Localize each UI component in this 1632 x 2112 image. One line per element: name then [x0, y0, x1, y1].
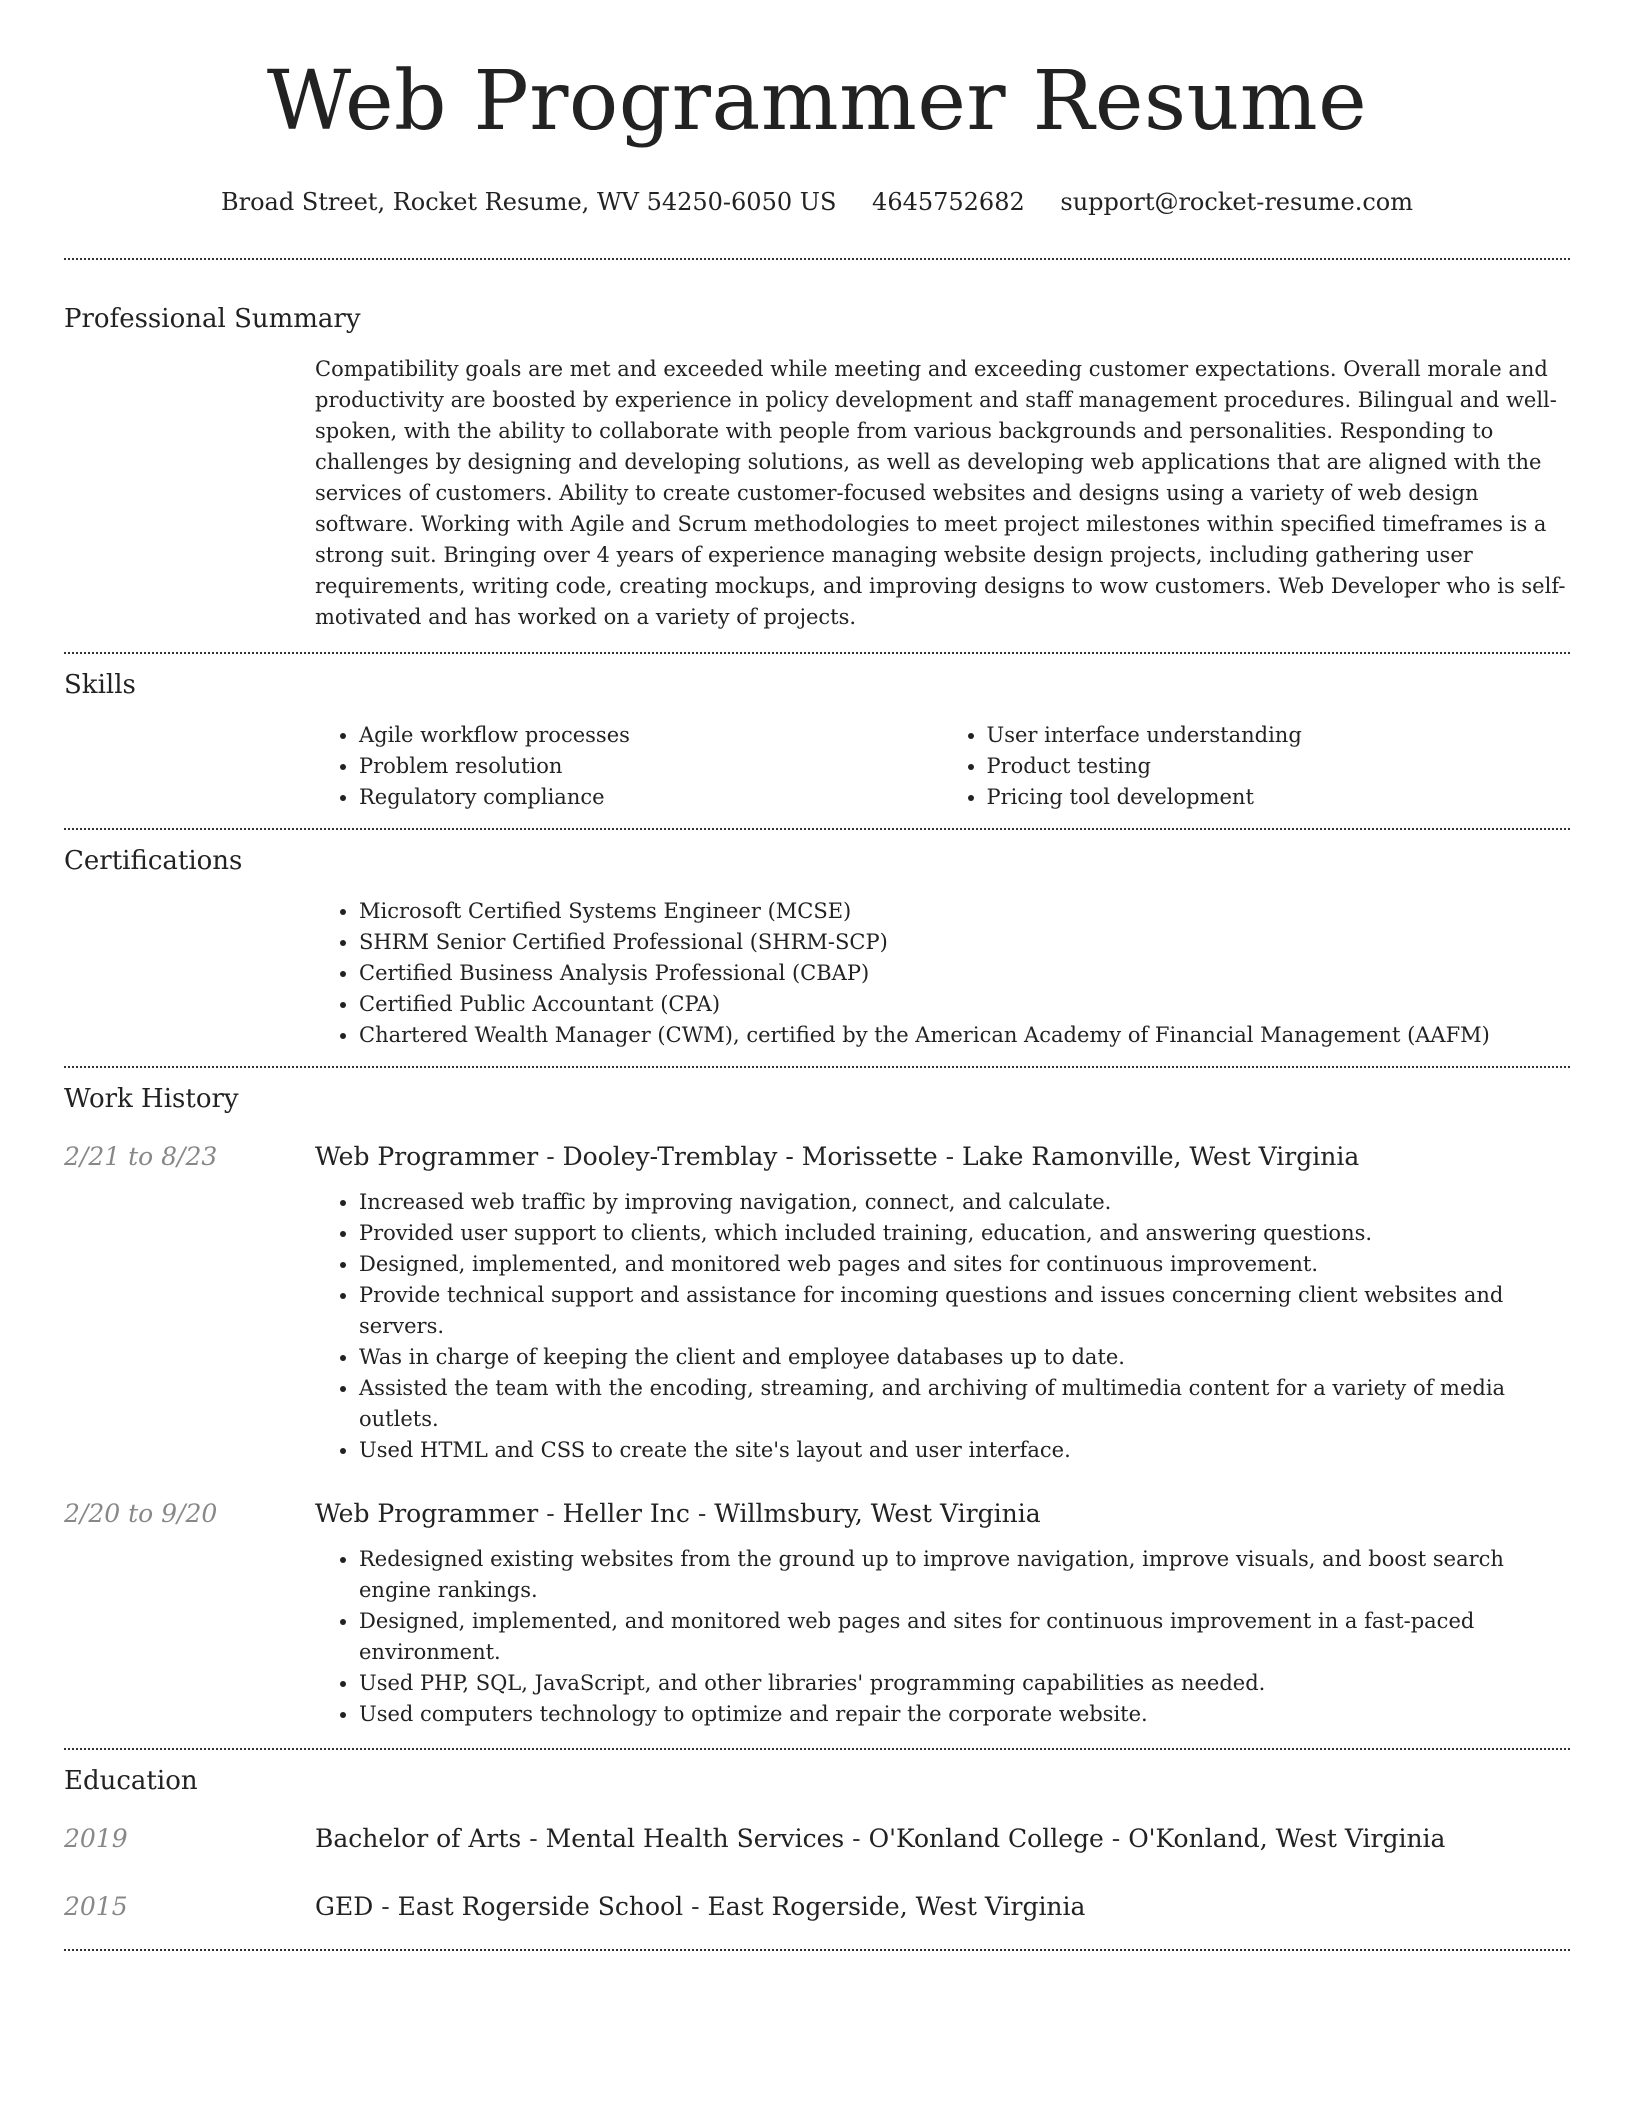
certification-item: • Certified Business Analysis Professional (CBAP): [359, 958, 1570, 989]
separator: -: [852, 1824, 869, 1853]
job-entry: [64, 1496, 1570, 1730]
skills-section: [64, 654, 1570, 813]
contact-line: [64, 186, 1570, 218]
summary-section: [64, 260, 1570, 633]
divider: [64, 1949, 1570, 1951]
separator: -: [546, 1499, 563, 1528]
skill-item: • Regulatory compliance: [359, 782, 943, 813]
education-degree: GED: [315, 1892, 374, 1921]
separator: -: [529, 1824, 546, 1853]
education-heading-line: [315, 1821, 1570, 1857]
summary-text: Compatibility goals are met and exceeded while meeting and exceeding customer expectations. Overall morale and productivity are boosted by experience in policy development and staff management procedures. Bilingual and well-spoken, with the ability to collaborate with people from various backgrounds and personalities. Responding to challenges by designing and developing solutions, as well as developing web applications that are aligned with the services of customers. Ability to create customer-focused websites and designs using a variety of web design software. Working with Agile and Scrum methodologies to meet project milestones within specified timeframes is a strong suit. Bringing over 4 years of experience managing website design projects, including gathering user requirements, writing code, creating mockups, and improving designs to wow customers. Web Developer who is self-motivated and has worked on a variety of projects.: [315, 357, 1566, 629]
skills-heading: Skills: [64, 670, 136, 700]
job-bullet: • Used PHP, SQL, JavaScript, and other libraries' programming capabilities as needed.: [359, 1668, 1570, 1699]
certification-item: • SHRM Senior Certified Professional (SHRM-SCP): [359, 927, 1570, 958]
separator: -: [546, 1142, 563, 1171]
education-location: East Rogerside, West Virginia: [707, 1892, 1086, 1921]
certification-item: • Chartered Wealth Manager (CWM), certified by the American Academy of Financial Management (AAFM): [359, 1020, 1570, 1051]
job-bullet: • Provided user support to clients, which included training, education, and answering questions.: [359, 1218, 1570, 1249]
contact-phone: 4645752682: [872, 188, 1025, 216]
job-bullet-list: [315, 1187, 1570, 1466]
job-bullet: • Redesigned existing websites from the ground up to improve navigation, improve visuals, and boost search engine rankings.: [359, 1544, 1570, 1606]
education-location: O'Konland, West Virginia: [1128, 1824, 1446, 1853]
resume-title: Web Programmer Resume: [266, 54, 1368, 149]
job-bullet: • Designed, implemented, and monitored web pages and sites for continuous improvement.: [359, 1249, 1570, 1280]
education-school: East Rogerside School: [397, 1892, 684, 1921]
education-heading: Education: [64, 1766, 198, 1796]
job-heading: [315, 1139, 1570, 1175]
separator: -: [691, 1892, 708, 1921]
summary-heading: Professional Summary: [64, 304, 361, 334]
summary-body: [315, 354, 1570, 633]
job-bullet: • Was in charge of keeping the client and employee databases up to date.: [359, 1342, 1570, 1373]
education-year: 2019: [64, 1824, 128, 1853]
job-entry: [64, 1139, 1570, 1466]
skill-item: • Pricing tool development: [987, 782, 1571, 813]
job-company: Heller Inc: [562, 1499, 690, 1528]
education-field: Mental Health Services: [545, 1824, 845, 1853]
education-year: 2015: [64, 1892, 128, 1921]
certifications-section: [64, 830, 1570, 1051]
job-bullets: [315, 1544, 1570, 1730]
job-bullet: • Increased web traffic by improving navigation, connect, and calculate.: [359, 1187, 1570, 1218]
job-bullet: • Assisted the team with the encoding, streaming, and archiving of multimedia content for a variety of media outlets.: [359, 1373, 1570, 1435]
skill-item: • Product testing: [987, 751, 1571, 782]
certification-item: • Microsoft Certified Systems Engineer (MCSE): [359, 896, 1570, 927]
skills-grid: [315, 720, 1570, 813]
job-bullet: • Used computers technology to optimize and repair the corporate website.: [359, 1699, 1570, 1730]
certifications-heading: Certifications: [64, 846, 243, 876]
job-bullet: • Designed, implemented, and monitored web pages and sites for continuous improvement in a fast-paced environment.: [359, 1606, 1570, 1668]
job-bullet-list: [315, 1544, 1570, 1730]
job-bullet: • Used HTML and CSS to create the site's layout and user interface.: [359, 1435, 1570, 1466]
job-dates: 2/21 to 8/23: [64, 1142, 218, 1171]
skill-item: • Problem resolution: [359, 751, 943, 782]
job-heading: [315, 1496, 1570, 1532]
job-bullets: [315, 1187, 1570, 1466]
certifications-list: [315, 896, 1570, 1051]
education-school: O'Konland College: [868, 1824, 1104, 1853]
skills-left-list: [315, 720, 943, 813]
separator: -: [697, 1499, 715, 1528]
separator: -: [381, 1892, 398, 1921]
job-location: Lake Ramonville, West Virginia: [962, 1142, 1360, 1171]
education-degree: Bachelor of Arts: [315, 1824, 522, 1853]
contact-email: support@rocket-resume.com: [1060, 188, 1414, 216]
education-section: [64, 1750, 1570, 1925]
skill-item: • Agile workflow processes: [359, 720, 943, 751]
certifications-body: [315, 896, 1570, 1051]
education-entry: [64, 1821, 1570, 1857]
job-title: Web Programmer: [315, 1499, 539, 1528]
work-section: [64, 1068, 1570, 1730]
education-entry: [64, 1889, 1570, 1925]
job-location: Willmsbury, West Virginia: [714, 1499, 1041, 1528]
skills-right-list: [943, 720, 1571, 813]
education-heading-line: [315, 1889, 1570, 1925]
job-title: Web Programmer: [315, 1142, 539, 1171]
certification-item: • Certified Public Accountant (CPA): [359, 989, 1570, 1020]
job-dates: 2/20 to 9/20: [64, 1499, 218, 1528]
separator: -: [1111, 1824, 1129, 1853]
skill-item: • User interface understanding: [987, 720, 1571, 751]
job-bullet: • Provide technical support and assistance for incoming questions and issues concerning client websites and servers.: [359, 1280, 1570, 1342]
contact-address: Broad Street, Rocket Resume, WV 54250-6050 US: [220, 188, 837, 216]
separator: -: [945, 1142, 963, 1171]
job-company: Dooley-Tremblay - Morissette: [562, 1142, 938, 1171]
work-heading: Work History: [64, 1084, 239, 1114]
resume-page: [64, 0, 1570, 1951]
